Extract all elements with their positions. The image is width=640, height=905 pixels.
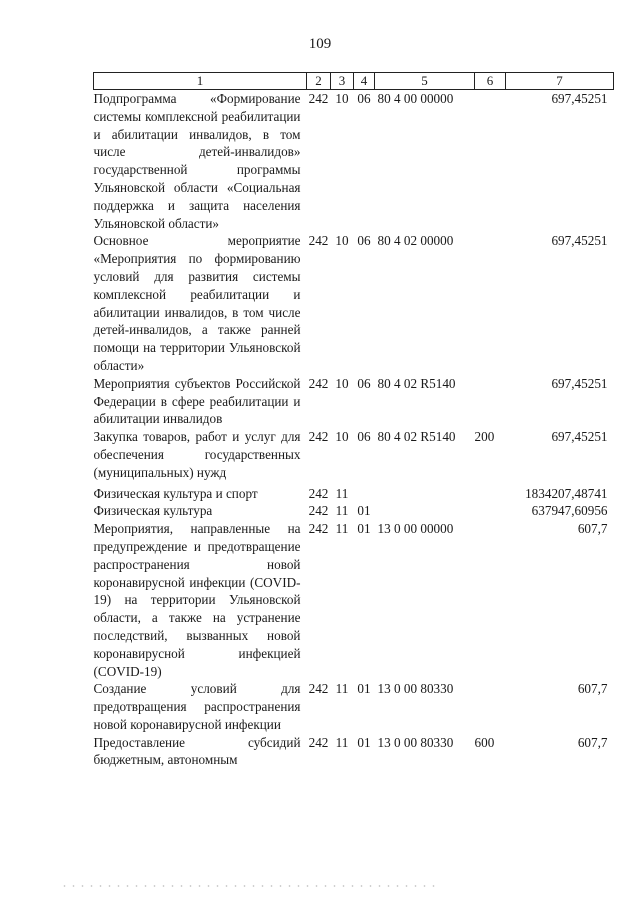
table-row	[94, 734, 614, 770]
row-col-2: 242	[308, 485, 329, 501]
row-name: Мероприятия субъектов Российской Федерации в сфере реабилитации и абилитации инвалидов	[93, 375, 301, 427]
row-col-7: 607,7	[577, 681, 608, 697]
row-col-4: 01	[357, 503, 371, 519]
row-name: Основное мероприятие «Мероприятия по формированию условий для развития системы комплексной реабилитации и абилитации инвалидов, в том числе детей-инвалидов, а также ранней помощи на территории Ульяновской области»	[93, 233, 301, 373]
header-row	[94, 73, 614, 90]
table-row	[94, 428, 614, 481]
row-col-7: 607,7	[577, 521, 608, 537]
page-number: 109	[308, 36, 332, 52]
row-col-4: 01	[357, 681, 371, 697]
row-col-7: 1834207,48741	[525, 485, 608, 501]
row-name: Создание условий для предотвращения распространения новой коронавирусной инфекции	[93, 681, 301, 732]
row-col-7: 697,45251	[551, 91, 608, 106]
row-col-3: 11	[335, 681, 349, 697]
header-col-2: 2	[307, 73, 331, 90]
header-col-1: 1	[94, 73, 307, 90]
row-col-6	[475, 680, 506, 733]
row-col-2: 242	[308, 681, 329, 697]
row-col-3: 11	[335, 521, 349, 537]
row-col-4: 01	[357, 734, 371, 750]
row-col-6: 600	[474, 734, 495, 750]
row-col-6	[475, 502, 506, 520]
row-col-5: 80 4 00 00000	[377, 91, 454, 106]
row-col-2: 242	[308, 233, 329, 249]
row-col-2: 242	[308, 521, 329, 537]
header-col-3: 3	[331, 73, 354, 90]
row-col-6	[475, 520, 506, 680]
row-col-5: 80 4 02 R5140	[377, 375, 456, 391]
row-col-7: 697,45251	[551, 233, 608, 249]
scan-artifact	[60, 885, 440, 887]
row-col-2: 242	[308, 734, 329, 750]
row-col-2: 242	[308, 503, 329, 519]
row-col-5: 13 0 00 80330	[377, 681, 454, 697]
table-row	[94, 232, 614, 374]
row-name: Мероприятия, направленные на предупреждение и предотвращение распространения новой коронавирусной инфекции (COVID-19) на территории Ульяновской области, а также на устранение последствий, вызванных новой коронавирусной инфекцией (COVID-19)	[93, 521, 301, 679]
row-col-5: 13 0 00 80330	[377, 734, 454, 750]
row-name: Закупка товаров, работ и услуг для обеспечения государственных (муниципальных) нужд	[93, 429, 301, 480]
row-col-4: 01	[357, 521, 371, 537]
row-col-6	[475, 375, 506, 428]
row-col-3: 10	[335, 233, 349, 249]
row-col-3: 11	[335, 734, 349, 750]
row-col-6	[475, 482, 506, 503]
row-col-6	[475, 232, 506, 374]
header-col-7: 7	[506, 73, 614, 90]
table-row	[94, 520, 614, 680]
table-body	[94, 90, 614, 770]
row-col-5: 80 4 02 00000	[377, 233, 454, 249]
row-col-4: 06	[357, 91, 371, 106]
row-col-7: 607,7	[577, 734, 608, 750]
row-name: Физическая культура	[93, 503, 213, 519]
row-col-3: 11	[335, 503, 349, 519]
row-col-6: 200	[474, 429, 495, 445]
row-col-7: 697,45251	[551, 429, 608, 445]
row-col-4: 06	[357, 429, 371, 445]
table-header	[94, 73, 614, 90]
row-name: Подпрограмма «Формирование системы комплексной реабилитации и абилитации инвалидов, в том числе детей-инвалидов» государственной программы Ульяновской области «Социальная поддержка и защита населения Ульяновской области»	[93, 91, 301, 231]
row-name: Физическая культура и спорт	[93, 485, 258, 501]
row-col-4: 06	[357, 375, 371, 391]
table-row	[94, 482, 614, 503]
row-col-2: 242	[308, 91, 329, 106]
header-col-5: 5	[375, 73, 475, 90]
table-row	[94, 680, 614, 733]
header-col-6: 6	[475, 73, 506, 90]
row-col-2: 242	[308, 429, 329, 445]
row-col-5: 80 4 02 R5140	[377, 429, 456, 445]
row-col-5: 13 0 00 00000	[377, 521, 454, 537]
table-row	[94, 90, 614, 233]
row-col-3: 10	[335, 375, 349, 391]
row-col-5	[375, 502, 475, 520]
budget-table	[93, 72, 614, 769]
header-col-4: 4	[354, 73, 375, 90]
table-row	[94, 375, 614, 428]
row-col-5	[375, 482, 475, 503]
row-col-7: 637947,60956	[531, 503, 608, 519]
row-col-4: 06	[357, 233, 371, 249]
row-col-2: 242	[308, 375, 329, 391]
row-col-3: 10	[335, 429, 349, 445]
row-col-7: 697,45251	[551, 375, 608, 391]
row-col-3: 10	[335, 91, 349, 106]
row-col-6	[475, 90, 506, 233]
row-name: Предоставление субсидий бюджетным, автономным	[93, 734, 301, 768]
table-row	[94, 502, 614, 520]
row-col-3: 11	[335, 485, 349, 501]
row-col-4	[354, 482, 375, 503]
